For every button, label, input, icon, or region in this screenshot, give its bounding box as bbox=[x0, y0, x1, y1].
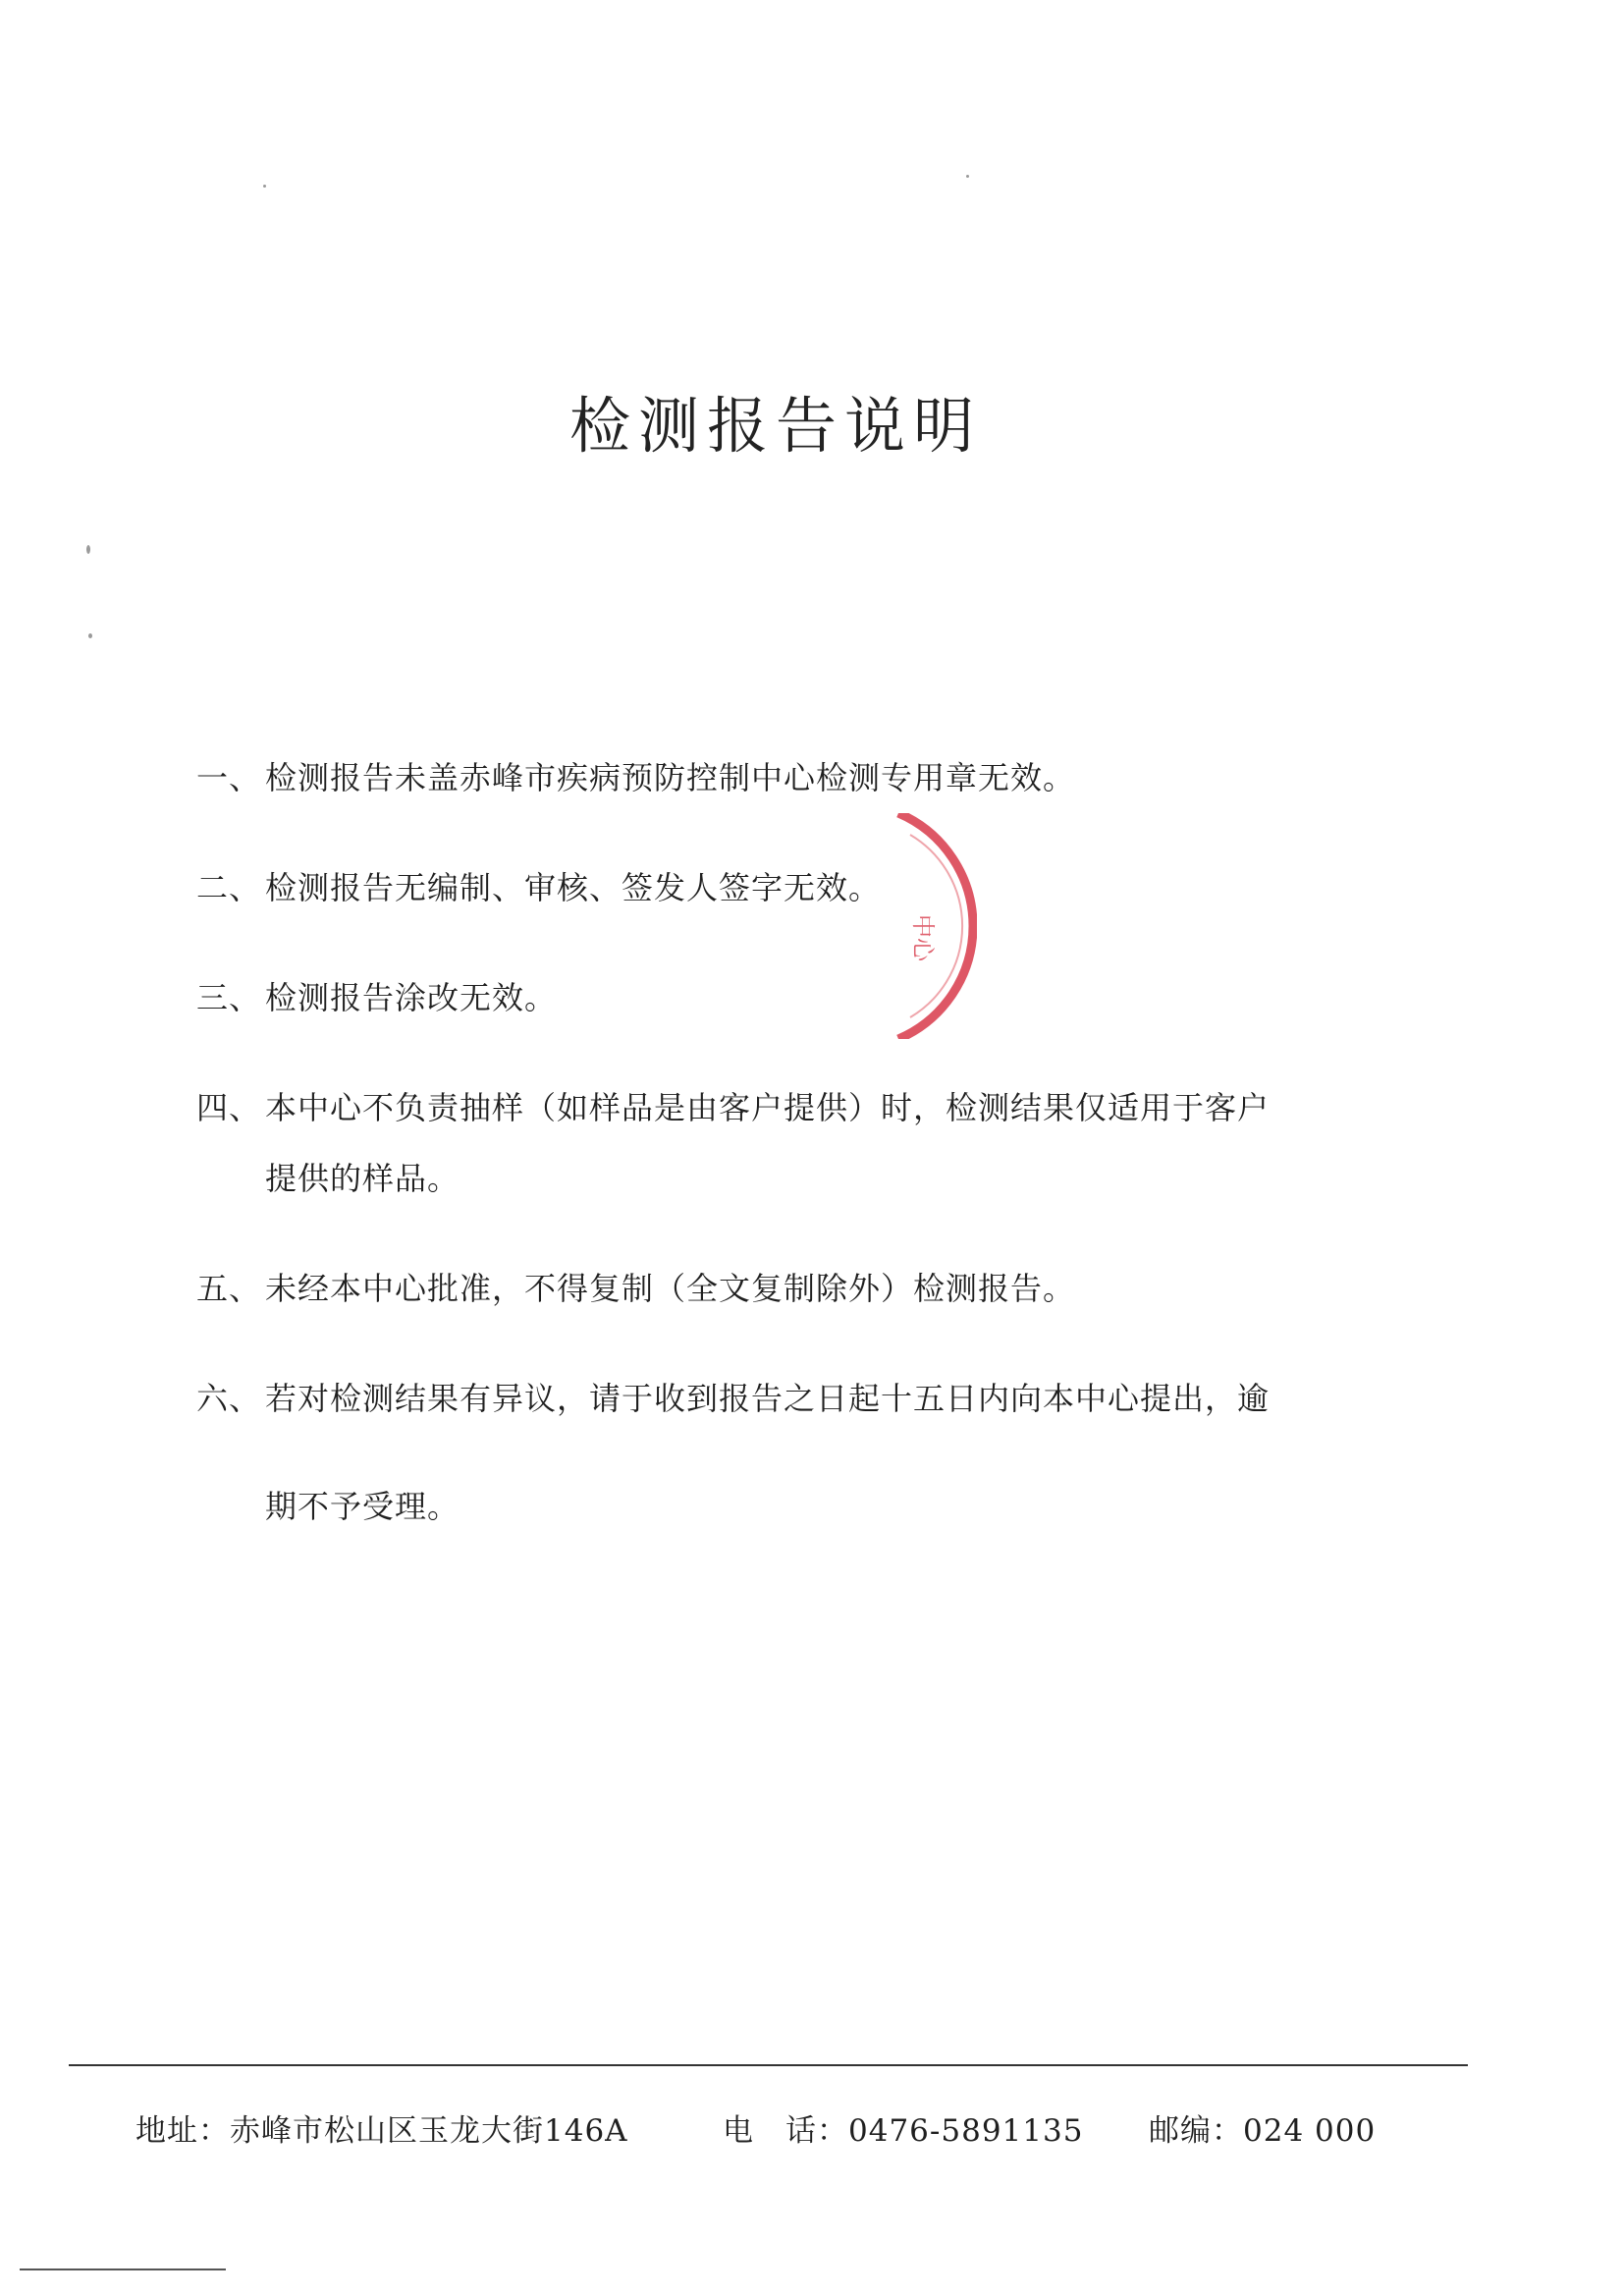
notice-number: 四、 bbox=[196, 1089, 262, 1126]
notice-text: 期不予受理。 bbox=[265, 1488, 460, 1525]
footer-address: 地址：赤峰市松山区玉龙大街146A bbox=[135, 2113, 628, 2149]
notice-text: 检测报告未盖赤峰市疾病预防控制中心检测专用章无效。 bbox=[265, 759, 1076, 796]
notice-item bbox=[196, 1379, 1325, 1418]
seal-text: 中心 bbox=[909, 914, 937, 961]
footer-phone: 电 话：0476-5891135 bbox=[723, 2113, 1084, 2149]
scan-dot bbox=[86, 545, 90, 554]
notice-number: 三、 bbox=[196, 979, 262, 1016]
official-seal bbox=[889, 813, 977, 1039]
notice-text: 若对检测结果有异议，请于收到报告之日起十五日内向本中心提出，逾 bbox=[265, 1380, 1271, 1417]
notice-item bbox=[196, 1088, 1325, 1127]
notice-number: 二、 bbox=[196, 869, 262, 906]
scan-dot bbox=[88, 633, 92, 638]
scan-dot bbox=[966, 175, 969, 178]
scan-edge-line bbox=[20, 2269, 226, 2270]
notice-item bbox=[196, 758, 1325, 797]
notice-item bbox=[196, 978, 1325, 1017]
notice-item bbox=[196, 1269, 1325, 1308]
notice-text: 检测报告涂改无效。 bbox=[265, 979, 558, 1016]
notice-text: 提供的样品。 bbox=[265, 1160, 460, 1197]
scan-dot bbox=[263, 185, 266, 188]
footer-divider bbox=[69, 2064, 1468, 2066]
page-title: 检测报告说明 bbox=[568, 390, 982, 462]
notice-text: 未经本中心批准，不得复制（全文复制除外）检测报告。 bbox=[265, 1270, 1076, 1307]
notice-text: 检测报告无编制、审核、签发人签字无效。 bbox=[265, 869, 882, 906]
notice-item bbox=[196, 868, 1325, 907]
notice-number: 五、 bbox=[196, 1270, 262, 1307]
notice-number: 六、 bbox=[196, 1380, 262, 1417]
notice-number: 一、 bbox=[196, 759, 262, 796]
notice-text: 本中心不负责抽样（如样品是由客户提供）时，检测结果仅适用于客户 bbox=[265, 1089, 1271, 1126]
footer-postcode: 邮编：024 000 bbox=[1149, 2113, 1377, 2149]
